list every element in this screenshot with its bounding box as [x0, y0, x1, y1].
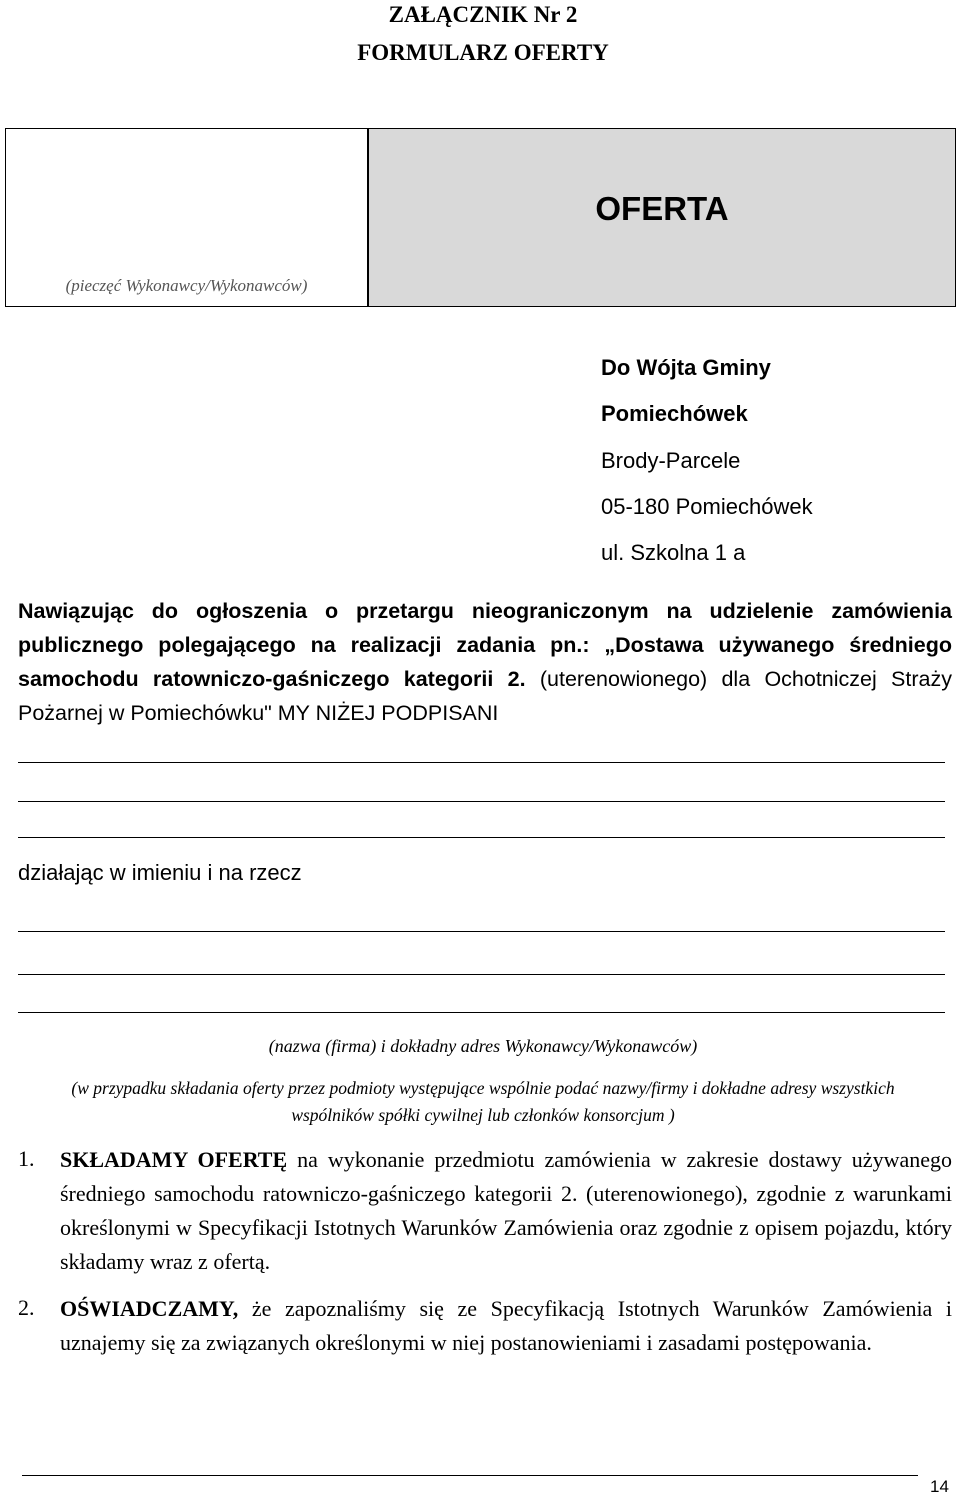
- stamp-label: (pieczęć Wykonawcy/Wykonawców): [65, 276, 308, 295]
- item-declare-text: [60, 1292, 952, 1360]
- addressee-line-2: Pomiechówek: [601, 401, 748, 426]
- item-offer-body: na wykonanie przedmiotu zamówienia w zakresie dostawy używanego średniego samochodu ratowniczo-gaśniczego kategorii 2. (uterenowionego), zgodnie z warunkami określonymi w Specyfikacji Istotnych Warunków Zamówienia oraz zgodnie z opisem pojazdu, który składamy wraz z ofertą.: [60, 1147, 952, 1274]
- attachment-heading: ZAŁĄCZNIK Nr 2: [388, 2, 578, 27]
- intro-normal: (uterenowionego) dla Ochotniczej Straży Pożarnej w Pomiechówku" MY NIŻEJ PODPISANI: [18, 667, 952, 725]
- signatory-line[interactable]: [18, 762, 945, 763]
- item-declare-bold: OŚWIADCZAMY,: [60, 1296, 239, 1321]
- consortium-note: (w przypadku składania oferty przez podmioty występujące wspólnie podać nazwy/firmy i dokładne adresy wszystkich wspólników spółki cywilnej lub członków konsorcjum ): [71, 1078, 895, 1125]
- item-number: 2.: [18, 1295, 35, 1320]
- addressee-line-5: ul. Szkolna 1 a: [601, 540, 746, 565]
- intro-bold: Nawiązując do ogłoszenia o przetargu nieograniczonym na udzielenie zamówienia publicznego polegającego na realizacji zadania pn.: „Dostawa używanego średniego samochodu ratowniczo-gaśniczego kategorii 2.: [18, 599, 952, 691]
- signatory-line[interactable]: [18, 801, 945, 802]
- name-address-caption: (nazwa (firma) i dokładny adres Wykonawcy/Wykonawców): [268, 1036, 698, 1056]
- item-offer-bold: SKŁADAMY OFERTĘ: [60, 1147, 288, 1172]
- item-number: 1.: [18, 1146, 35, 1171]
- contractor-line[interactable]: [18, 931, 945, 932]
- intro-paragraph: [18, 594, 952, 730]
- footer-divider: [22, 1475, 918, 1476]
- item-offer-text: [60, 1143, 952, 1279]
- addressee-line-1: Do Wójta Gminy: [601, 355, 771, 380]
- contractor-line[interactable]: [18, 974, 945, 975]
- addressee-line-4: 05-180 Pomiechówek: [601, 494, 813, 519]
- addressee-line-3: Brody-Parcele: [601, 448, 741, 473]
- item-declare-body: że zapoznaliśmy się ze Specyfikacją Istotnych Warunków Zamówienia i uznajemy się za związanych określonymi w niej postanowieniami i zasadami postępowania.: [60, 1296, 952, 1355]
- offer-title: OFERTA: [595, 190, 729, 227]
- contractor-line[interactable]: [18, 1012, 945, 1013]
- signatory-line[interactable]: [18, 837, 945, 838]
- form-title: FORMULARZ OFERTY: [357, 40, 609, 65]
- acting-label: działając w imieniu i na rzecz: [18, 860, 302, 885]
- page-number: 14: [930, 1477, 949, 1496]
